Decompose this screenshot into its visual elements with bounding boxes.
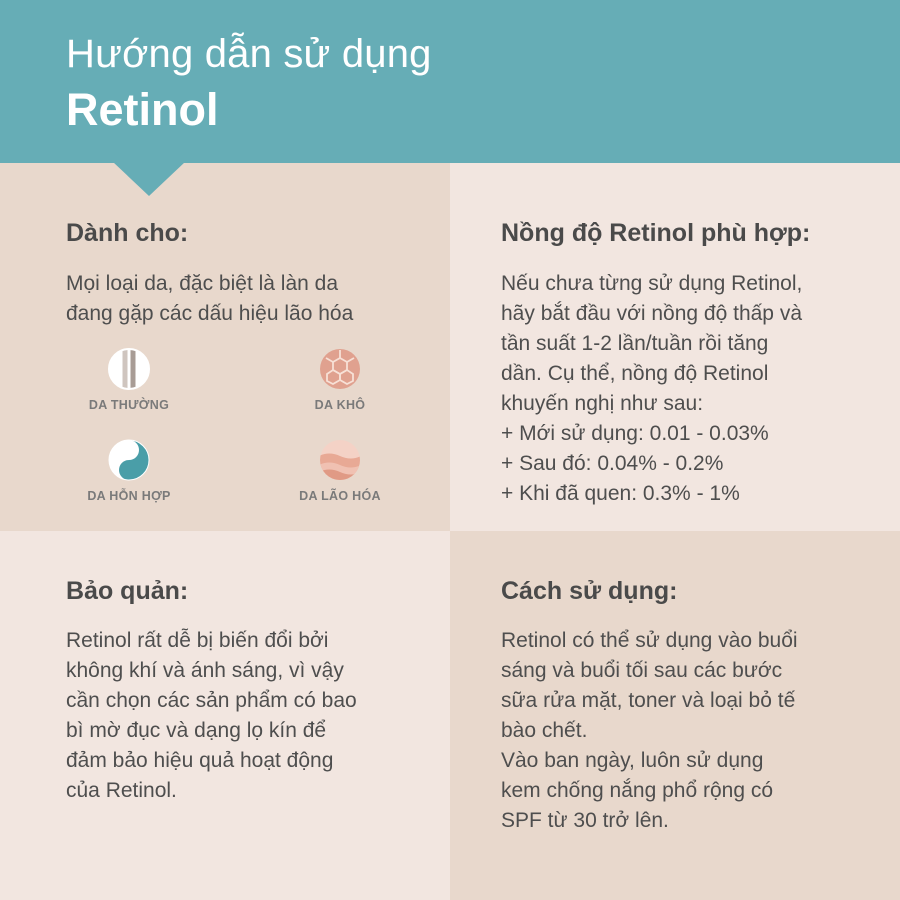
- text-line: kem chống nắng phổ rộng có: [501, 779, 774, 802]
- text-line: tần suất 1-2 lần/tuần rồi tăng: [501, 332, 769, 355]
- text-line: Retinol rất dễ bị biến đổi bởi: [66, 629, 329, 652]
- header-pointer-arrow: [113, 162, 185, 196]
- text-line: sữa rửa mặt, toner và loại bỏ tế: [501, 689, 796, 712]
- text-line: của Retinol.: [66, 779, 177, 802]
- text-line: Retinol có thể sử dụng vào buổi: [501, 629, 798, 652]
- normal-skin-icon: [108, 348, 150, 390]
- skin-type-normal: [49, 348, 209, 412]
- text-line: khuyến nghị như sau:: [501, 392, 704, 415]
- skin-type-aging: [260, 439, 420, 503]
- text-line: đảm bảo hiệu quả hoạt động: [66, 749, 334, 772]
- text-line: bào chết.: [501, 719, 588, 742]
- combination-skin-icon: [108, 439, 150, 481]
- text-line: dần. Cụ thể, nồng độ Retinol: [501, 362, 769, 385]
- text-line: không khí và ánh sáng, vì vậy: [66, 659, 344, 682]
- skin-type-dry: [260, 348, 420, 412]
- page-subtitle: Retinol: [66, 84, 219, 135]
- text-line: hãy bắt đầu với nồng độ thấp và: [501, 302, 802, 325]
- storage-text: [66, 626, 357, 806]
- usage-text: [501, 626, 798, 836]
- text-line: đang gặp các dấu hiệu lão hóa: [66, 302, 354, 325]
- usage-panel: [450, 531, 900, 900]
- text-line: Mọi loại da, đặc biệt là làn da: [66, 272, 339, 295]
- skin-type-label: DA THƯỜNG: [88, 398, 170, 412]
- text-line: + Mới sử dụng: 0.01 - 0.03%: [501, 422, 769, 445]
- text-line: + Sau đó: 0.04% - 0.2%: [501, 452, 724, 475]
- header-banner: [0, 0, 900, 163]
- aging-skin-icon: [319, 439, 361, 481]
- for-whom-heading: Dành cho:: [66, 219, 189, 247]
- concentration-heading: Nồng độ Retinol phù hợp:: [501, 219, 811, 247]
- text-line: bì mờ đục và dạng lọ kín để: [66, 719, 327, 742]
- text-line: + Khi đã quen: 0.3% - 1%: [501, 482, 740, 505]
- skin-type-label: DA HỖN HỢP: [87, 489, 171, 503]
- for-whom-panel: [0, 163, 450, 531]
- concentration-panel: [450, 163, 900, 531]
- text-line: cần chọn các sản phẩm có bao: [66, 689, 357, 712]
- skin-type-label: DA KHÔ: [314, 398, 366, 412]
- skin-type-combination: [49, 439, 209, 503]
- storage-panel: [0, 531, 450, 900]
- text-line: Nếu chưa từng sử dụng Retinol,: [501, 272, 803, 295]
- concentration-text: [501, 269, 802, 509]
- dry-skin-icon: [319, 348, 361, 390]
- storage-heading: Bảo quản:: [66, 577, 189, 605]
- skin-type-label: DA LÃO HÓA: [299, 489, 381, 503]
- text-line: sáng và buổi tối sau các bước: [501, 659, 783, 682]
- for-whom-text: [66, 269, 353, 329]
- usage-heading: Cách sử dụng:: [501, 577, 678, 605]
- text-line: SPF từ 30 trở lên.: [501, 809, 669, 832]
- text-line: Vào ban ngày, luôn sử dụng: [501, 749, 764, 772]
- page-title: Hướng dẫn sử dụng: [66, 32, 432, 76]
